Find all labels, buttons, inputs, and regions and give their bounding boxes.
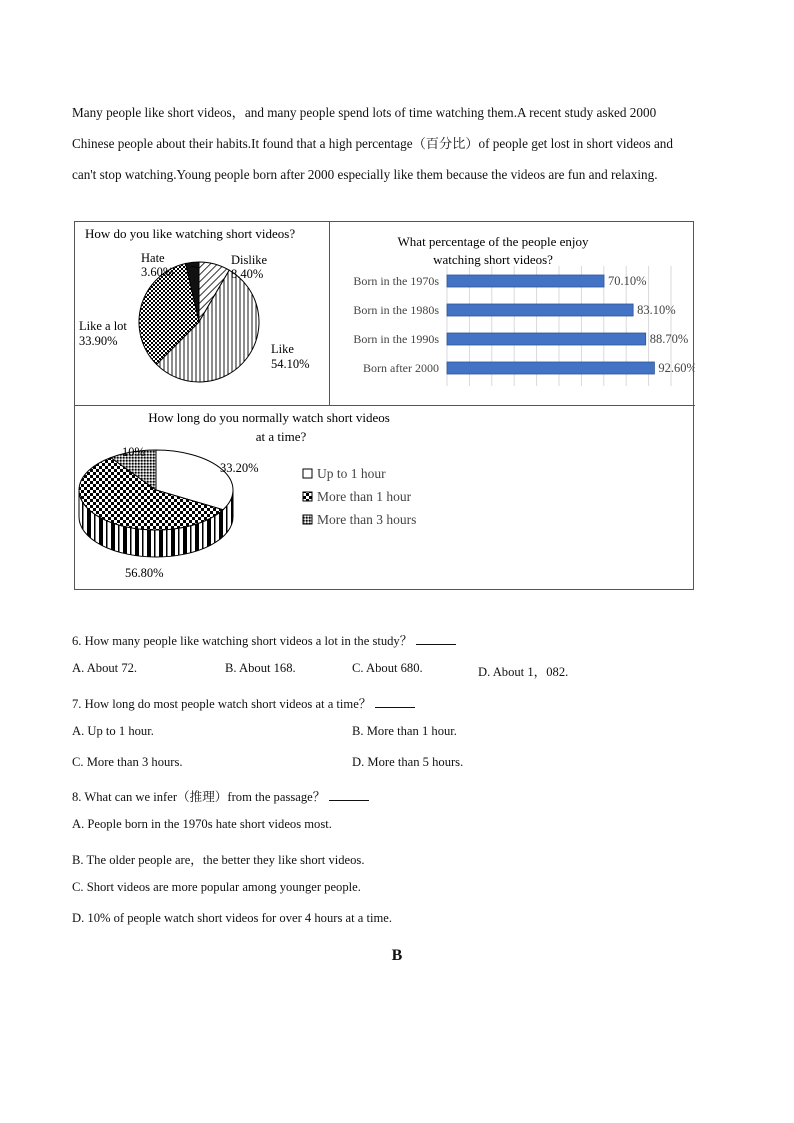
question-7-text: 7. How long do most people watch short videos at a time？ [72,697,372,711]
answer-blank-8[interactable] [329,790,369,801]
bar-value-label: 92.60% [658,361,695,375]
q8-option-d[interactable]: D. 10% of people watch short videos for over 4 hours at a time. [72,911,393,925]
like-pie-svg [75,222,330,406]
q6-option-b[interactable]: B. About 168. [225,661,296,675]
q6-option-a[interactable]: A. About 72. [72,661,138,675]
section-heading-b: B [391,947,403,964]
legend-label-up-to-1h: Up to 1 hour [317,466,386,481]
chart-like-pie [75,222,330,406]
pie1-cat-dislike: Dislike [231,253,268,267]
passage-line-2: Chinese people about their habits.It found that a high percentage（百分比）of people get lost in short videos and [72,136,673,151]
bar-category-label: Born after 2000 [363,361,439,375]
passage [72,97,722,190]
chart-enjoy-bars [330,222,695,406]
q8-option-b[interactable]: B. The older people are，the better they like short videos. [72,853,365,867]
question-6-text: 6. How many people like watching short videos a lot in the study？ [72,634,413,648]
pie3-title-line-1: How long do you normally watch short videos [148,410,390,425]
q7-option-a[interactable]: A. Up to 1 hour. [72,724,154,738]
bar-title-line-2: watching short videos? [433,252,553,267]
q7-option-c[interactable]: C. More than 3 hours. [72,755,183,769]
pie1-cat-likealot: Like a lot [79,319,127,333]
question-7-stem [72,693,415,712]
q7-option-d[interactable]: D. More than 5 hours. [352,755,464,769]
bar-title-line-1: What percentage of the people enjoy [397,234,589,249]
bar-mark [447,304,633,316]
enjoy-bars-svg [330,222,695,406]
pie1-cat-hate: Hate [141,251,165,265]
bar-mark [447,275,604,287]
bar-mark [447,333,646,345]
bar-category-label: Born in the 1990s [353,332,439,346]
bar-value-label: 88.70% [649,332,689,346]
survey-figure [74,221,694,590]
q8-option-c[interactable]: C. Short videos are more popular among younger people. [72,880,361,894]
bar-value-label: 83.10% [637,303,676,317]
legend-swatch-up-to-1h [303,469,312,478]
q7-option-b[interactable]: B. More than 1 hour. [352,724,457,738]
pie1-val-likealot: 33.90% [79,334,118,348]
legend-swatch-more-3h [303,515,312,524]
legend-label-more-1h: More than 1 hour [317,489,412,504]
pie3-title-line-2: at a time? [255,429,307,444]
q8-option-a[interactable]: A. People born in the 1970s hate short videos most. [72,817,332,831]
pie3-val-more1h: 56.80% [125,566,164,580]
question-8-stem [72,786,369,805]
pie3-legend [303,466,416,527]
pie1-val-dislike: 8.40% [231,267,264,281]
passage-line-1: Many people like short videos，and many people spend lots of time watching them.A recent study asked 2000 [72,105,657,120]
chart-duration-pie [75,406,695,591]
bar-category-label: Born in the 1970s [353,274,439,288]
bar-value-label: 70.10% [608,274,647,288]
pie1-cat-like: Like [271,342,294,356]
q6-option-d[interactable]: D. About 1，082. [478,665,569,679]
duration-pie-svg [75,406,695,591]
pie1-val-like: 54.10% [271,357,310,371]
bar-mark [447,362,654,374]
pie3-val-3h: 10% [122,445,145,459]
question-6-stem [72,630,456,649]
like-pie-title: How do you like watching short videos? [85,226,296,241]
q6-option-c[interactable]: C. About 680. [352,661,423,675]
answer-blank-7[interactable] [375,697,415,708]
answer-blank-6[interactable] [416,634,456,645]
legend-swatch-more-1h [303,492,312,501]
question-8-text: 8. What can we infer（推理）from the passage？ [72,790,326,804]
pie1-val-hate: 3.60% [141,265,174,279]
legend-label-more-3h: More than 3 hours [317,512,417,527]
bar-category-label: Born in the 1980s [353,303,439,317]
passage-line-3: can't stop watching.Young people born after 2000 especially like them because the videos are fun and relaxing. [72,167,658,182]
pie3-val-1h: 33.20% [220,461,259,475]
